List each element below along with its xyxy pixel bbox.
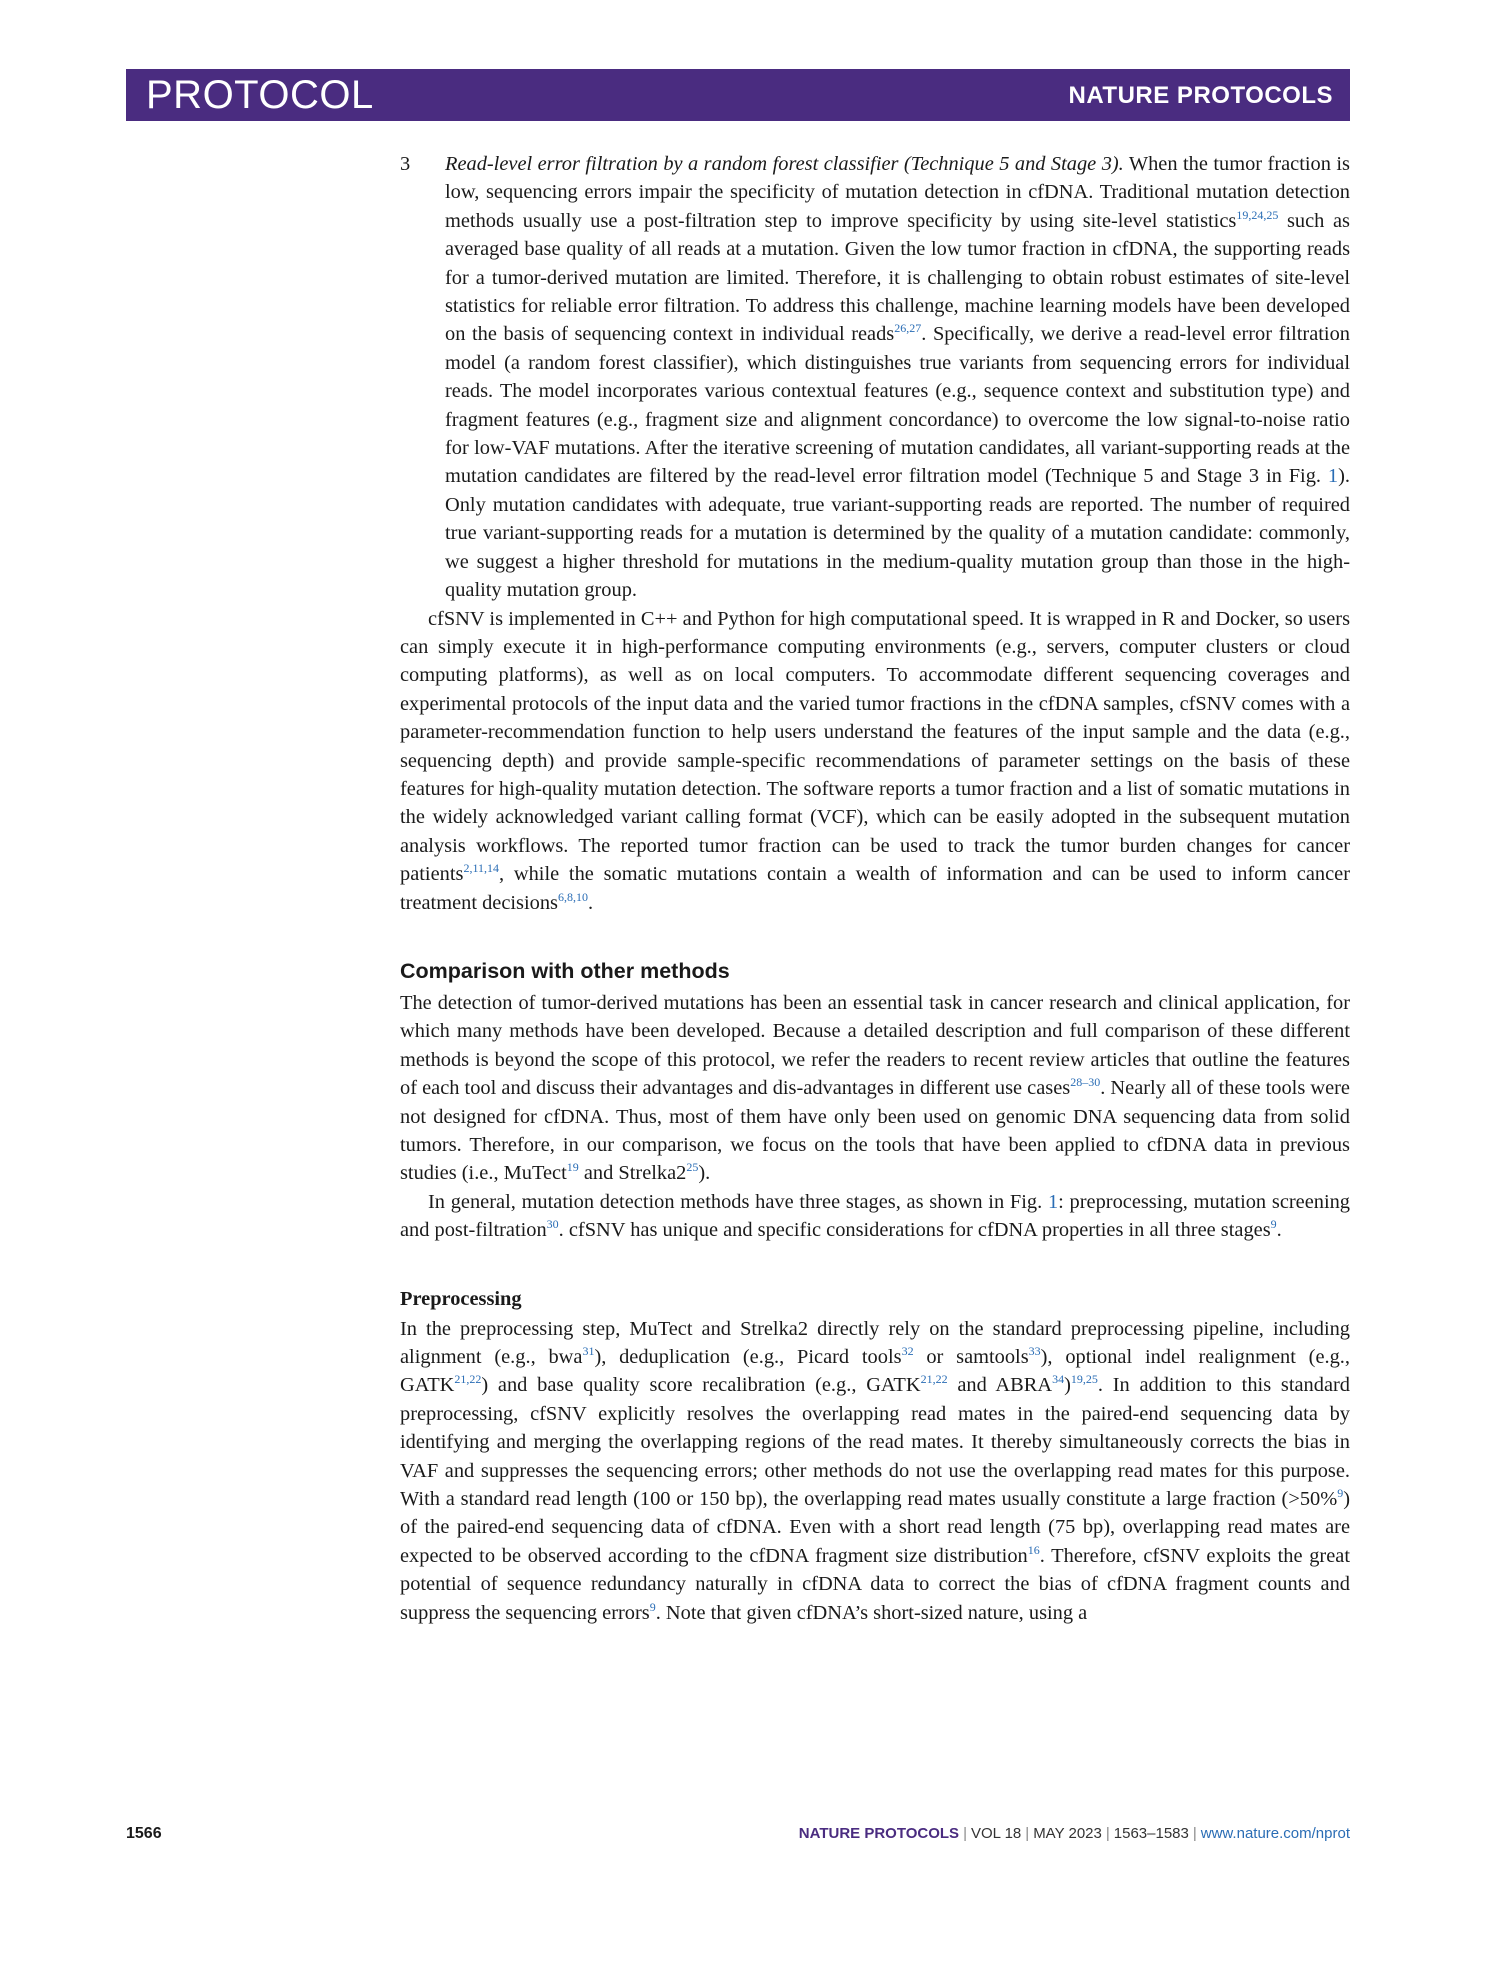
page-number: 1566 bbox=[126, 1825, 162, 1842]
list-item-3 bbox=[400, 150, 1350, 605]
citation-ref[interactable]: 21,22 bbox=[920, 1372, 948, 1387]
citation-ref[interactable]: 6,8,10 bbox=[557, 889, 588, 904]
citation-ref[interactable]: 31 bbox=[582, 1344, 595, 1359]
section-label: PROTOCOL bbox=[146, 73, 374, 117]
footer-date: MAY 2023 bbox=[1033, 1825, 1102, 1842]
citation-ref[interactable]: 19,24,25 bbox=[1236, 207, 1279, 222]
citation-ref[interactable]: 9 bbox=[1337, 1486, 1344, 1501]
figure-link[interactable]: 1 bbox=[1327, 465, 1339, 488]
citation-ref[interactable]: 19,25 bbox=[1070, 1372, 1098, 1387]
citation-ref[interactable]: 19 bbox=[566, 1160, 579, 1175]
citation-ref[interactable]: 32 bbox=[901, 1344, 914, 1359]
citation-ref[interactable]: 9 bbox=[1270, 1217, 1277, 1232]
paragraph-implementation: cfSNV is implemented in C++ and Python for high computational speed. It is wrapped in R and Docker, so users can simply execute it in high-performance computing environments (e.g., servers, computer clusters or cloud computing platforms), as well as on local computers. To accommodate different sequencing coverages and experimental protocols of the input data and the varied tumor fractions in the cfDNA samples, cfSNV comes with a parameter-recommendation function to help users understand the features of the input sample and the data (e.g., sequencing depth) and provide sample-specific recommendations of parameter settings on the basis of these features for high-quality mutation detection. The software reports a tumor fraction and a list of somatic mutations in the widely acknowledged variant calling format (VCF), which can be easily adopted in the subsequent mutation analysis workflows. The reported tumor fraction can be used to track the tumor burden changes for cancer patients$^{2,11,14}$, while the somatic mutations contain a wealth of information and can be used to inform cancer treatment decisions$^{6,8,10}$. bbox=[400, 607, 1350, 914]
footer-journal: NATURE PROTOCOLS bbox=[798, 1825, 960, 1842]
running-header bbox=[126, 69, 1350, 121]
citation-ref[interactable]: 16 bbox=[1027, 1542, 1040, 1557]
citation-ref[interactable]: 28–30 bbox=[1070, 1075, 1101, 1090]
citation-ref[interactable]: 30 bbox=[546, 1217, 559, 1232]
article-body bbox=[400, 150, 1350, 1627]
footer-citation: NATURE PROTOCOLS | VOL 18 | MAY 2023 | 1563–1583 | www.nature.com/nprot bbox=[798, 1825, 1350, 1842]
citation-ref[interactable]: 2,11,14 bbox=[463, 861, 499, 876]
section-heading-comparison: Comparison with other methods bbox=[400, 958, 730, 983]
paragraph-comparison-1: The detection of tumor-derived mutations has been an essential task in cancer research and clinical application, for which many methods have been developed. Because a detailed description and full comparison of these different methods is beyond the scope of this protocol, we refer the readers to recent review articles that outline the features of each tool and discuss their advantages and dis-advantages in different use cases$^{28-30}$. Nearly all of these tools were not designed for cfDNA. Thus, most of them have only been used on genomic DNA sequencing data from solid tumors. Therefore, in our comparison, we focus on the tools that have been applied to cfDNA data in previous studies (i.e., MuTect$^{19}$ and $Strelka2^{25}$). bbox=[400, 991, 1350, 1185]
citation-ref[interactable]: 9 bbox=[649, 1599, 656, 1614]
journal-name: NATURE PROTOCOLS bbox=[1068, 82, 1333, 109]
footer-url[interactable]: www.nature.com/nprot bbox=[1200, 1825, 1350, 1842]
citation-ref[interactable]: 21,22 bbox=[454, 1372, 482, 1387]
paragraph-preprocessing-1: In the preprocessing step, MuTect and Strelka2 directly rely on the standard preprocessing pipeline, including alignment (e.g., bwa$^{31}$), deduplication (e.g., Picard tools$^{32}$ or samtools$^{33}$), optional indel realignment (e.g., GATK$^{21,22}$) and base quality score recalibration (e.g., GATK$^{21,22}$ and ABRA$^{34}$)$^{19,25}$. In addition to this standard preprocessing, cfSNV explicitly resolves the overlapping read mates in the paired-end sequencing data by identifying and merging the overlapping regions of the read mates. It thereby simultaneously corrects the bias in VAF and suppresses the sequencing errors; other methods do not use the overlapping read mates for this purpose. With a standard read length (100 or 150 bp), the overlapping read mates usually constitute a large fraction (>50%$^9$) of the paired-end sequencing data of cfDNA. Even with a short read length (75 bp), overlapping read mates are expected to be observed according to the cfDNA fragment size distribution$^{16}$. Therefore, cfSNV exploits the great potential of sequence redundancy naturally in cfDNA data to correct the bias of cfDNA fragment counts and suppress the sequencing errors$^9$. Note that given cfDNA’s short-sized nature, using a bbox=[400, 1317, 1351, 1624]
footer-pages: 1563–1583 bbox=[1113, 1825, 1189, 1842]
citation-ref[interactable]: 26,27 bbox=[894, 321, 922, 336]
footer-volume: VOL 18 bbox=[970, 1825, 1022, 1842]
citation-ref[interactable]: 25 bbox=[686, 1160, 699, 1175]
citation-ref[interactable]: 33 bbox=[1028, 1344, 1041, 1359]
figure-link[interactable]: 1 bbox=[1047, 1190, 1059, 1213]
paragraph-comparison-2: In general, mutation detection methods have three stages, as shown in Fig. 1: preprocessing, mutation screening and post-filtration$^{30}$. cfSNV has unique and specific considerations for cfDNA properties in all three stages$^9$. bbox=[400, 1190, 1351, 1242]
list-item-text: Read-level error filtration by a random forest classifier (Technique 5 and Stage 3). When the tumor fraction is low, sequencing errors impair the specificity of mutation detection in cfDNA. Traditional mutation detection methods usually use a post-filtration step to improve specificity by using site-level statistics$^{19,24,25}$ such as averaged base quality of all reads at a mutation. Given the low tumor fraction in cfDNA, the supporting reads for a tumor-derived mutation are limited. Therefore, it is challenging to obtain robust estimates of site-level statistics for reliable error filtration. To address this challenge, machine learning models have been developed on the basis of sequencing context in individual reads$^{26,27}$. Specifically, we derive a read-level error filtration model (a random forest classifier), which distinguishes true variants from sequencing errors for individual reads. The model incorporates various contextual features (e.g., sequence context and substitution type) and fragment features (e.g., fragment size and alignment concordance) to overcome the low signal-to-noise ratio for low-VAF mutations. After the iterative screening of mutation candidates, all variant-supporting reads at the mutation candidates are filtered by the read-level error filtration model (Technique 5 and Stage 3 in Fig. 1). Only mutation candidates with adequate, true variant-supporting reads are reported. The number of required true variant-supporting reads for a mutation is determined by the quality of a mutation candidate: commonly, we suggest a higher threshold for mutations in the medium-quality mutation group than those in the high-quality mutation group. bbox=[445, 153, 1350, 602]
subsection-heading-preprocessing: Preprocessing bbox=[400, 1287, 522, 1310]
citation-ref[interactable]: 34 bbox=[1052, 1372, 1065, 1387]
list-item-number: 3 bbox=[400, 153, 411, 175]
list-item-title: Read-level error filtration by a random forest classifier (Technique 5 and Stage 3). bbox=[445, 153, 1124, 175]
